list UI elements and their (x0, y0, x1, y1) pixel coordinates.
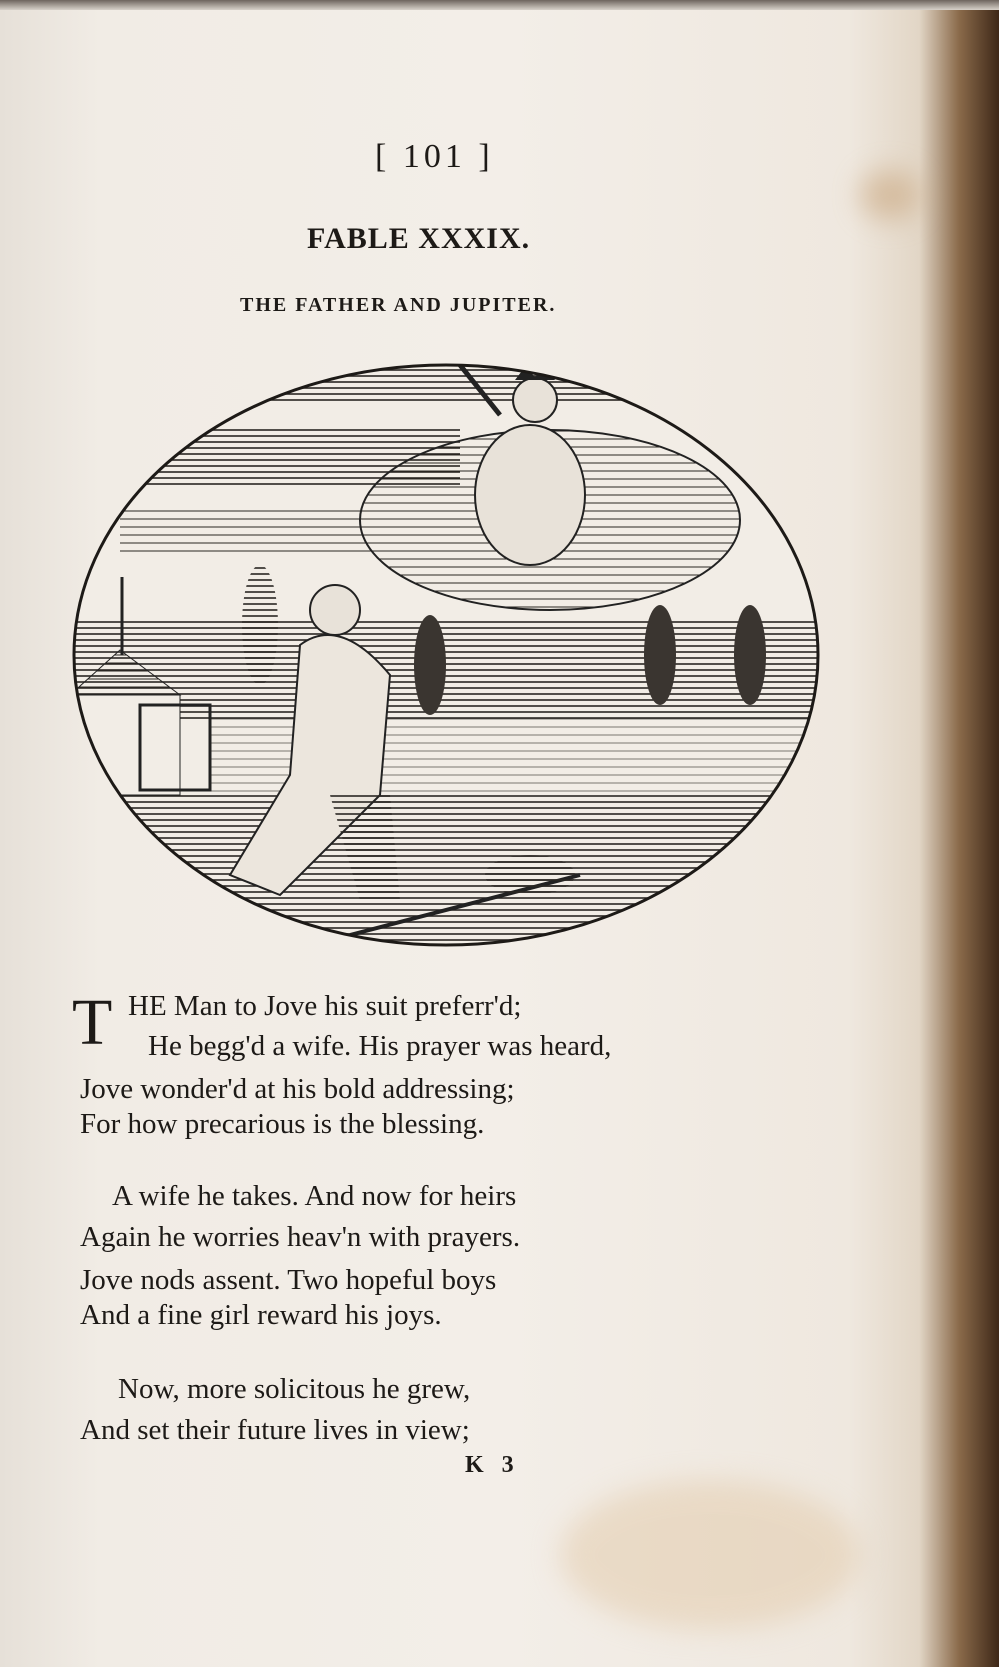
verse-line: Now, more solicitous he grew, (118, 1373, 471, 1405)
verse-line: HE Man to Jove his suit preferr'd; (128, 990, 522, 1022)
ground (60, 795, 840, 960)
foxing-stain (860, 170, 920, 220)
verse-line: A wife he takes. And now for heirs (112, 1180, 517, 1212)
verse-line: Jove wonder'd at his bold addressing; (80, 1073, 515, 1105)
woodcut-illustration (60, 355, 840, 960)
drop-cap: T (72, 986, 113, 1059)
page-number: [ 101 ] (375, 138, 494, 175)
fable-title: FABLE XXXIX. (307, 222, 531, 255)
verse-line: And set their future lives in view; (80, 1414, 470, 1446)
fable-subtitle: THE FATHER AND JUPITER. (240, 294, 557, 316)
signature-mark: K 3 (465, 1452, 520, 1478)
verse-line: For how precarious is the blessing. (80, 1108, 485, 1140)
foxing-stain (560, 1480, 860, 1630)
verse-line: And a fine girl reward his joys. (80, 1299, 442, 1331)
verse-line: Jove nods assent. Two hopeful boys (80, 1264, 497, 1296)
verse-line: He begg'd a wife. His prayer was heard, (148, 1030, 612, 1062)
verse-line: Again he worries heav'n with prayers. (80, 1221, 521, 1253)
page-top-edge (0, 0, 999, 10)
